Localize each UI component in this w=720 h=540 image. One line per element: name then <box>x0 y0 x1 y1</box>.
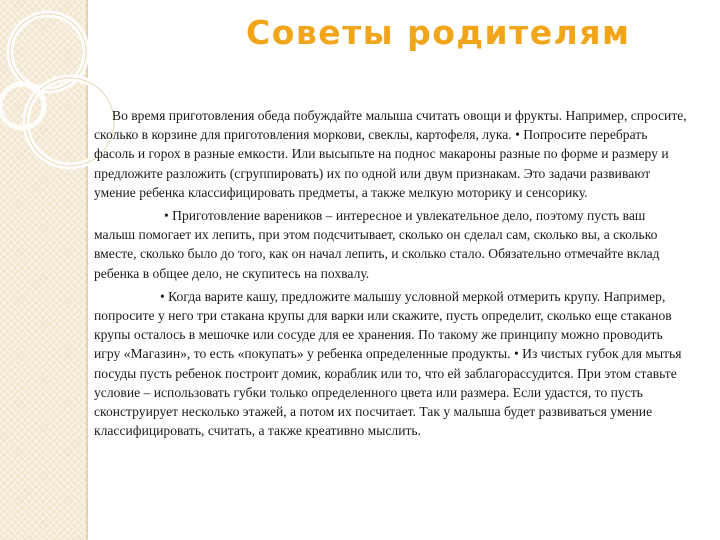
paragraph-dumplings: • Приготовление вареников – интересное и увлекательное дело, поэтому пусть ваш малыш помогает их лепить, при этом подсчитывает, сколько он сделал сам, сколько вы, а сколько вместе, сколько было до того, как он начал лепить, и сколько стало. Обязательно отмечайте вклад ребенка в общее дело, не скупитесь на похвалу. <box>94 208 660 281</box>
page-title: Советы родителям <box>246 13 631 52</box>
paragraph-porridge-sponges: • Когда варите кашу, предложите малышу условной меркой отмерить крупу. Например, попросите у него три стакана крупы для варки или скажите, пусть определит, сколько еще стаканов крупы осталось в мешочке или сосуде для ее хранения. По такому же принципу можно проводить игру «Магазин», то есть «покупать» у ребенка определенные продукты. • Из чистых губок для мытья посуды пусть ребенок построит домик, кораблик или то, что ей заблагорассудится. При этом ставьте условие – использовать губки только определенного цвета или размера. Если удастся, то пусть сконструирует несколько этажей, а потом их посчитает. Так у малыша будет развиваться умение классифицировать, считать, а также креативно мыслить. <box>94 288 682 439</box>
content-body <box>94 106 688 440</box>
paragraph-cooking-vegetables: Во время приготовления обеда побуждайте малыша считать овощи и фрукты. Например, спросите, сколько в корзине для приготовления моркови, свеклы, картофеля, лука. • Попросите перебрать фасоль и горох в разные емкости. Или высыпьте на поднос макароны разные по форме и размеру и предложите разложить (сгруппировать) их по одной или двум признакам. Это задачи развивают умение ребенка классифицировать предметы, а также мелкую моторику и сенсорику. <box>94 108 687 200</box>
